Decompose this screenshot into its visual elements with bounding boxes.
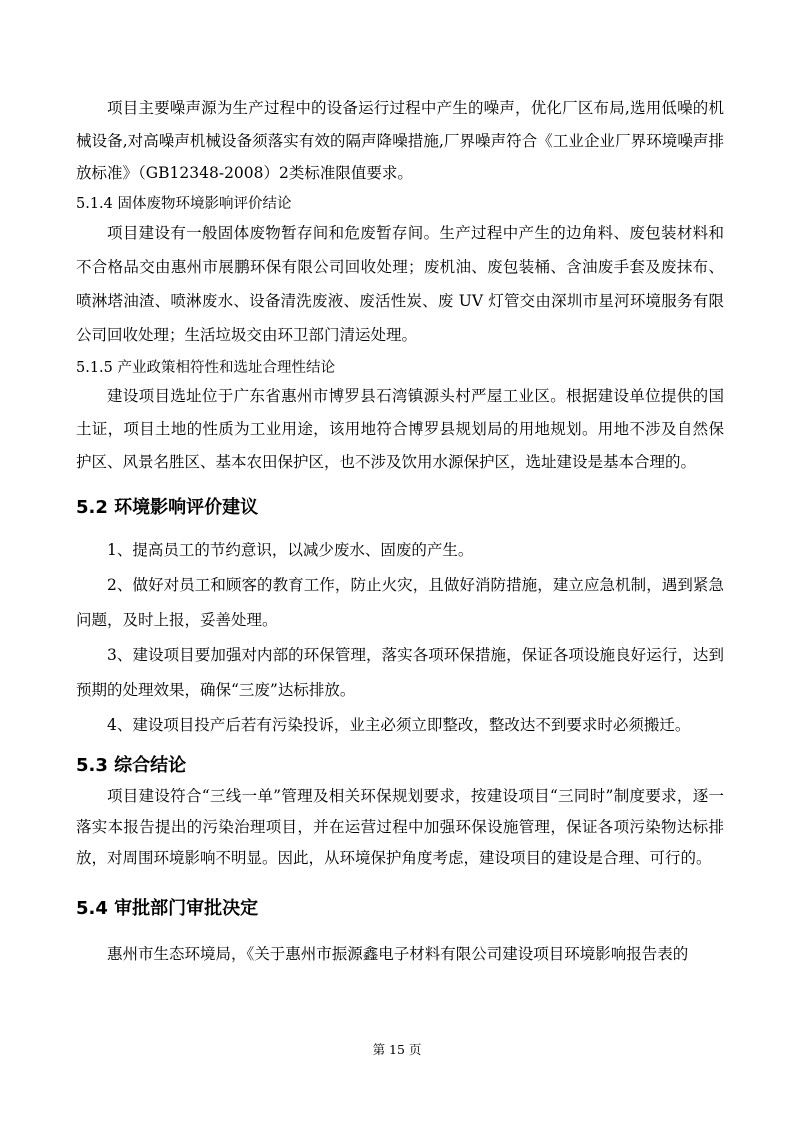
section-5-4-heading: 5.4 审批部门审批决定 xyxy=(76,897,259,919)
section-5-1-5-body: 建设项目选址位于广东省惠州市博罗县石湾镇源头村严屋工业区。根据建设单位提供的国土证，项目土地的性质为工业用途，该用地符合博罗县规划局的用地规划。用地不涉及自然保护区、风景名胜区、基本农田保护区，也不涉及饮用水源保护区，选址建设是基本合理的。 xyxy=(76,386,724,471)
noise-paragraph: 项目主要噪声源为生产过程中的设备运行过程中产生的噪声，优化厂区布局,选用低噪的机械设备,对高噪声机械设备须落实有效的隔声降噪措施,厂界噪声符合《工业企业厂界环境噪声排放标准》（GB12348-2008）2类标准限值要求。 xyxy=(76,99,724,182)
section-5-3-body: 项目建设符合“三线一单”管理及相关环保规划要求，按建设项目“三同时”制度要求，逐一落实本报告提出的污染治理项目，并在运营过程中加强环保设施管理，保证各项污染物达标排放，对周围环境影响不明显。因此，从环境保护角度考虑，建设项目的建设是合理、可行的。 xyxy=(76,786,724,867)
section-5-3-heading: 5.3 综合结论 xyxy=(76,754,187,776)
page-content xyxy=(76,92,724,968)
suggestion-item: 2、做好对员工和顾客的教育工作，防止火灾，且做好消防措施，建立应急机制，遇到紧急问题，及时上报，妥善处理。 xyxy=(76,575,724,629)
section-5-2-heading: 5.2 环境影响评价建议 xyxy=(76,496,259,518)
suggestion-list xyxy=(76,533,724,743)
suggestion-item: 4、建设项目投产后若有污染投诉，业主必须立即整改，整改达不到要求时必须搬迁。 xyxy=(107,715,691,734)
suggestion-item: 3、建设项目要加强对内部的环保管理，落实各项环保措施，保证各项设施良好运行，达到预期的处理效果，确保“三废”达标排放。 xyxy=(76,645,724,699)
section-5-1-5-heading: 5.1.5 产业政策相符性和选址合理性结论 xyxy=(76,359,336,376)
suggestion-item: 1、提高员工的节约意识，以减少废水、固废的产生。 xyxy=(107,540,474,559)
section-5-1-4-body: 项目建设有一般固体废物暂存间和危废暂存间。生产过程中产生的边角料、废包装材料和不合格品交由惠州市展鹏环保有限公司回收处理；废机油、废包装桶、含油废手套及废抹布、喷淋塔油渣、喷淋废水、设备清洗废液、废活性炭、废 UV 灯管交由深圳市星河环境服务有限公司回收处理；生活垃圾交由环卫部门清运处理。 xyxy=(76,223,724,344)
section-5-4-body: 惠州市生态环境局，《关于惠州市振源鑫电子材料有限公司建设项目环境影响报告表的 xyxy=(107,944,689,963)
page-number: 第 15 页 xyxy=(372,1042,422,1057)
section-5-1-4-heading: 5.1.4 固体废物环境影响评价结论 xyxy=(76,195,292,212)
